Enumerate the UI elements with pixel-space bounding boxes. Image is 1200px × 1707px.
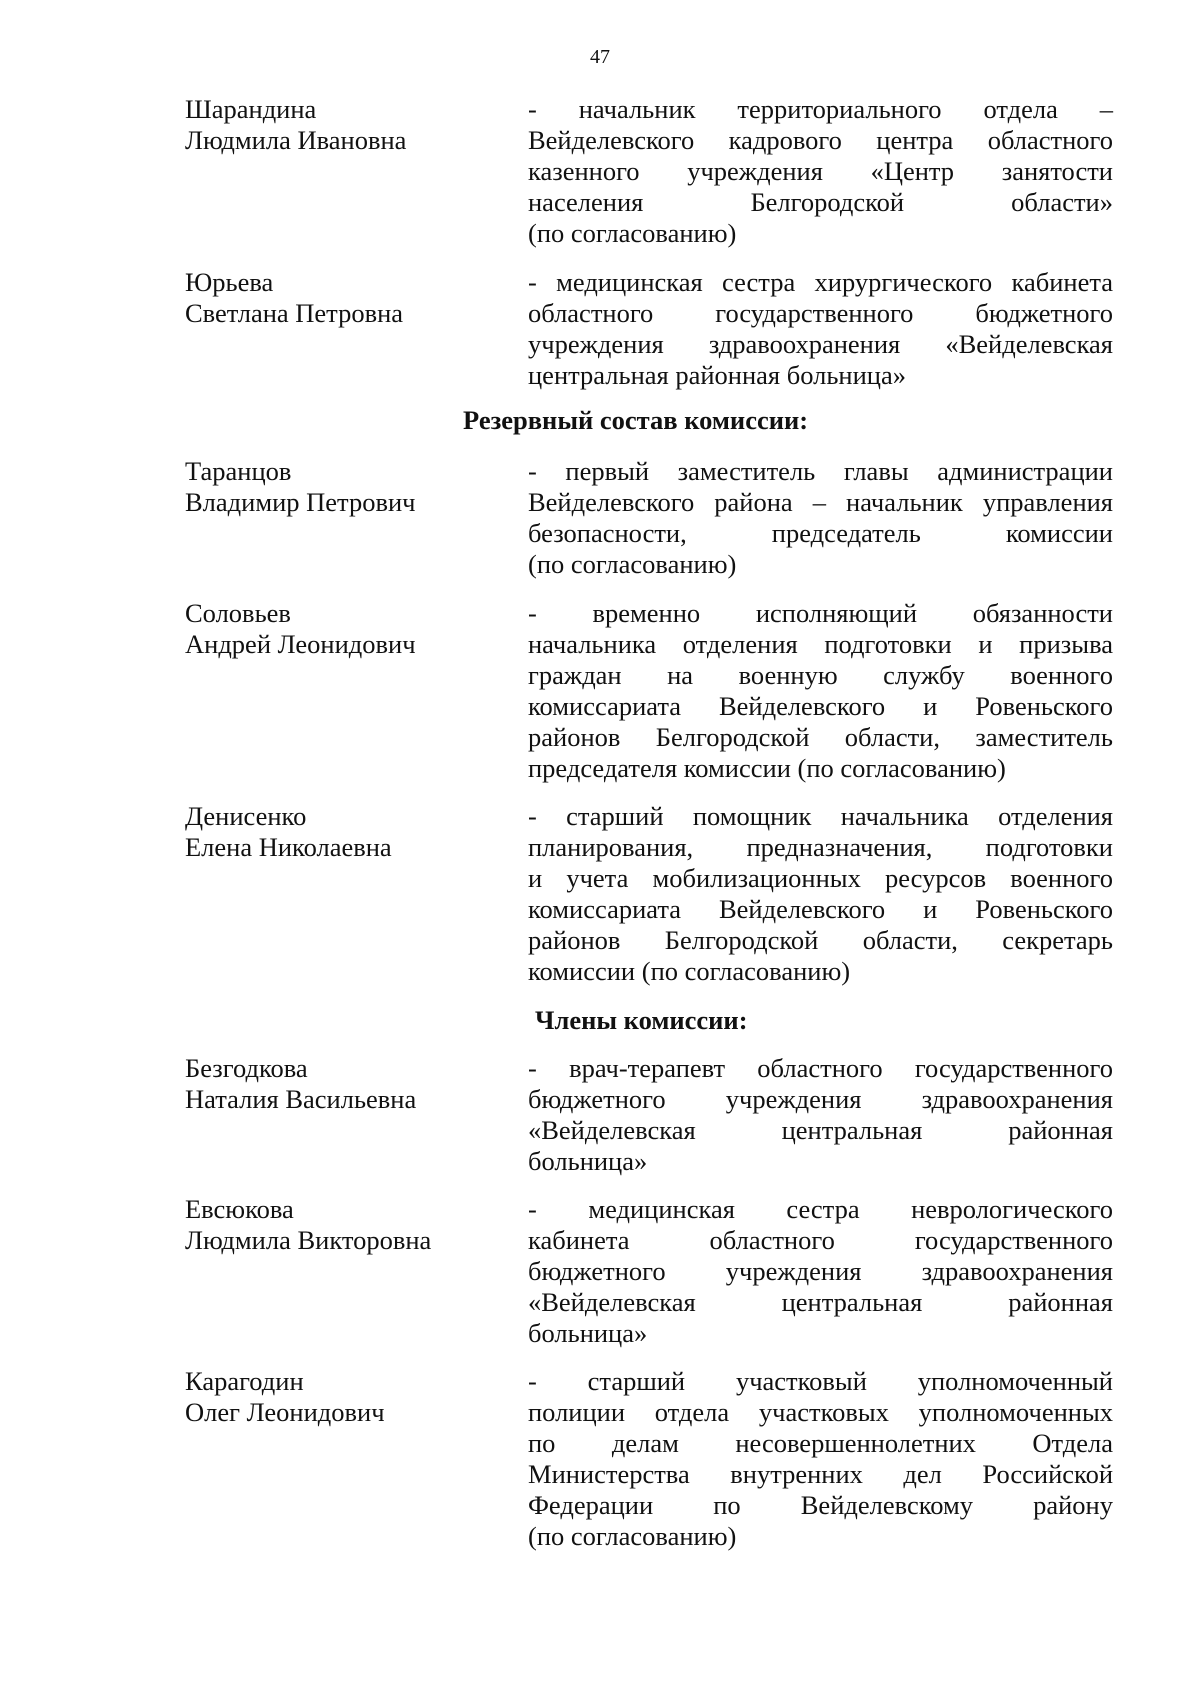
- role-line: областного государственного бюджетного: [528, 298, 1113, 328]
- role-line: планирования, предназначения, подготовки: [528, 832, 1113, 862]
- role-line: населения Белгородской области»: [528, 187, 1113, 217]
- role-line: «Вейделевская центральная районная: [528, 1287, 1113, 1317]
- role-line: полиции отдела участковых уполномоченных: [528, 1397, 1113, 1427]
- role-line: - медицинская сестра хирургического кабинета: [528, 267, 1113, 297]
- role-line: Федерации по Вейделевскому району: [528, 1490, 1113, 1520]
- member-surname: Безгодкова: [185, 1053, 308, 1083]
- member-name: [185, 1194, 515, 1256]
- role-line: (по согласованию): [528, 549, 737, 579]
- role-line: председателя комиссии (по согласованию): [528, 753, 1006, 783]
- member-given-names: Людмила Викторовна: [185, 1225, 432, 1255]
- member-given-names: Олег Леонидович: [185, 1397, 385, 1427]
- member-surname: Евсюкова: [185, 1194, 294, 1224]
- role-line: - первый заместитель главы администрации: [528, 456, 1113, 486]
- role-line: бюджетного учреждения здравоохранения: [528, 1256, 1113, 1286]
- member-surname: Карагодин: [185, 1366, 304, 1396]
- member-role: [528, 1366, 1113, 1552]
- member-surname: Шарандина: [185, 94, 317, 124]
- reserve-heading: Резервный состав комиссии:: [463, 405, 809, 435]
- members-heading: Члены комиссии:: [535, 1005, 748, 1035]
- role-line: безопасности, председатель комиссии: [528, 518, 1113, 548]
- role-line: «Вейделевская центральная районная: [528, 1115, 1113, 1145]
- member-given-names: Елена Николаевна: [185, 832, 392, 862]
- role-line: бюджетного учреждения здравоохранения: [528, 1084, 1113, 1114]
- member-name: [185, 1366, 515, 1428]
- role-line: учреждения здравоохранения «Вейделевская: [528, 329, 1113, 359]
- member-name: [185, 598, 515, 660]
- role-line: - старший помощник начальника отделения: [528, 801, 1113, 831]
- role-line: по делам несовершеннолетних Отдела: [528, 1428, 1113, 1458]
- member-role: [528, 94, 1113, 249]
- member-given-names: Наталия Васильевна: [185, 1084, 417, 1114]
- member-given-names: Людмила Ивановна: [185, 125, 407, 155]
- role-line: - старший участковый уполномоченный: [528, 1366, 1113, 1396]
- role-line: Вейделевского района – начальник управления: [528, 487, 1113, 517]
- member-name: [185, 267, 515, 329]
- member-surname: Денисенко: [185, 801, 307, 831]
- role-line: (по согласованию): [528, 218, 737, 248]
- member-name: [185, 456, 515, 518]
- role-line: центральная районная больница»: [528, 360, 906, 390]
- role-line: комиссариата Вейделевского и Ровеньского: [528, 894, 1113, 924]
- role-line: казенного учреждения «Центр занятости: [528, 156, 1113, 186]
- role-line: - врач-терапевт областного государственного: [528, 1053, 1113, 1083]
- role-line: - начальник территориального отдела –: [528, 94, 1113, 124]
- member-role: [528, 598, 1113, 784]
- member-role: [528, 1194, 1113, 1349]
- page-number: 47: [590, 46, 610, 68]
- role-line: кабинета областного государственного: [528, 1225, 1113, 1255]
- member-role: [528, 801, 1113, 987]
- member-role: [528, 267, 1113, 391]
- member-surname: Соловьев: [185, 598, 291, 628]
- role-line: районов Белгородской области, заместитель: [528, 722, 1113, 752]
- role-line: Вейделевского кадрового центра областного: [528, 125, 1113, 155]
- member-name: [185, 94, 515, 156]
- role-line: - временно исполняющий обязанности: [528, 598, 1113, 628]
- role-line: - медицинская сестра неврологического: [528, 1194, 1113, 1224]
- role-line: Министерства внутренних дел Российской: [528, 1459, 1113, 1489]
- role-line: комиссии (по согласованию): [528, 956, 851, 986]
- role-line: больница»: [528, 1318, 648, 1348]
- member-role: [528, 1053, 1113, 1177]
- role-line: граждан на военную службу военного: [528, 660, 1113, 690]
- member-surname: Юрьева: [185, 267, 274, 297]
- member-given-names: Владимир Петрович: [185, 487, 416, 517]
- member-name: [185, 1053, 515, 1115]
- member-given-names: Светлана Петровна: [185, 298, 404, 328]
- member-name: [185, 801, 515, 863]
- role-line: и учета мобилизационных ресурсов военного: [528, 863, 1113, 893]
- role-line: больница»: [528, 1146, 648, 1176]
- member-surname: Таранцов: [185, 456, 292, 486]
- role-line: начальника отделения подготовки и призыва: [528, 629, 1113, 659]
- role-line: (по согласованию): [528, 1521, 737, 1551]
- role-line: комиссариата Вейделевского и Ровеньского: [528, 691, 1113, 721]
- member-given-names: Андрей Леонидович: [185, 629, 416, 659]
- member-role: [528, 456, 1113, 580]
- role-line: районов Белгородской области, секретарь: [528, 925, 1113, 955]
